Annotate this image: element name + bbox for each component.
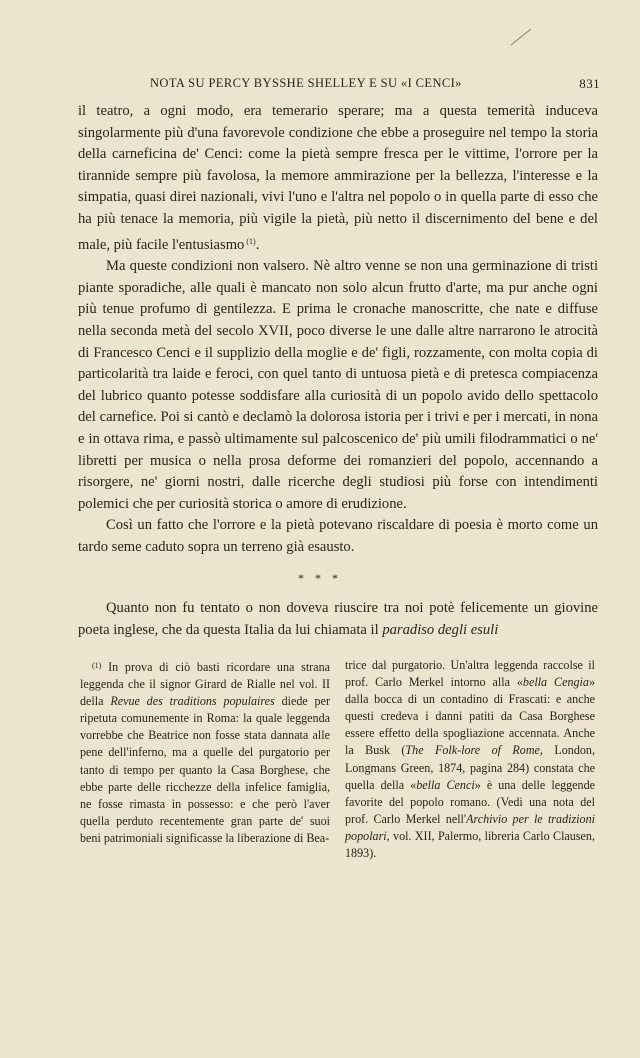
footnote-left-a: In prova di ciò basti ricordare una strana leggenda che il signor Girard de Rialle nel vol. II della [80,660,330,709]
running-title: NOTA SU PERCY BYSSHE SHELLEY E SU «I CENCI» [150,76,462,90]
footnote-left-text [80,657,330,847]
paragraph-1 [78,101,598,256]
footnote-left-b: diede per ripetuta comunemente in Roma: la quale leggenda vorrebbe che Beatrice non fosse stata dannata alle pene dell'inferno, ma a quelle del purgatorio per tanto di tempo per quanto la Casa Borghese, che ebbe parte delle ricchezze della infelice famiglia, ne fosse rimasta in possesso: e che però l'aver quella perduto recentemente gran parte de' suoi beni patrimoniali significasse la liberazione di Bea- [80,694,331,845]
main-text-continued [78,598,598,641]
paragraph-4-text: Quanto non fu tentato o non doveva riuscire tra noi potè felicemente un giovine poeta inglese, che da questa Italia da lui chiamata il [78,600,598,638]
footnote-right-d: » è una delle leggende favorite del popolo romano. (Vedi una nota del prof. Carlo Merkel nell' [345,777,595,826]
page-number: 831 [579,76,600,91]
footnote-right-c: London, Longmans Green, 1874, pagina 284) constata che quella della « [345,743,595,792]
paragraph-2: Ma queste condizioni non valsero. Nè altro venne se non una germinazione di tristi piante sporadiche, alle quali è mancato non solo alcun frutto d'arte, ma pur anche ogni più tenue profumo di gentilezza. E prima le cronache manoscritte, che nate e diffuse nella seconda metà del secolo XVII, poco diverse le une dalle altre narrarono le atrocità di Francesco Cenci e il supplizio della moglie e de' figli, rozzamente, con molta copia di particolarità tra laide e feroci, con quel tanto di untuosa pietà e di pretesca compiacenza del lubrico quanto potesse soddisfare alla curiosità di un popolo avido dello spettacolo del carnefice. Poi si cantò e declamò la dolorosa istoria per i trivi e per i mercati, in nona e in ottava rima, e passò ultimamente sul palcoscenico de' più umili filodrammatici o ne' libretti per musica o nella prosa deforme dei romanzieri del popolo, accennando a risorgere, ne' giorni nostri, dalle ricerche degli studiosi più forse con intendimenti polemici che per curiosità storica o amore di erudizione. [78,258,598,512]
section-separator: * * * [298,571,342,585]
paragraph-3: Così un fatto che l'orrore e la pietà potevano riscaldare di poesia è morto come un tardo seme caduto sopra un terreno già esausto. [78,517,598,555]
paragraph-1-text: il teatro, a ogni modo, era temerario sperare; ma a questa temerità induceva singolarmente più d'una favorevole condizione che ebbe a proseguire nel tempo la storia della carneficina de' Cenci: come la pietà sempre fresca per le vittime, l'orrore per la tirannide sempre più favolosa, la memore ammirazione per la bellezza, l'interesse e la simpatia, quasi direi nazionali, vivi l'uno e l'altra nel popolo o in quella parte di esso che ha più tenace la memoria, più vigile la pietà, più netto il discernimento del bene e del male, più facile l'entusiasmo [78,103,598,253]
footnote-journal-title: Revue des traditions populaires [110,694,275,709]
footnote-right-text [345,657,595,862]
footnote-column-right [345,657,595,862]
footnote-right-a: trice dal purgatorio. Un'altra leggenda raccolse il prof. Carlo Merkel intorno alla « [345,658,595,690]
footnote-right-b: » dalla bocca di un contadino di Frascati: e anche questi credeva i danni patiti da Casa Borghese essere effetto della spogliazione accennata. Anche la Busk ( [345,675,595,758]
running-header [150,76,600,91]
main-text [78,101,598,558]
footnote-title-2: The Folk-lore of Rome, [405,743,543,758]
pencil-mark-icon [510,28,532,46]
footnote-right-e: vol. XII, Palermo, libreria Carlo Clausen, 1893). [345,828,595,861]
paragraph-1-end: . [255,236,260,253]
paragraph-4 [78,598,598,641]
footnote-number: (1) [92,661,102,670]
footnote-title-4: Archivio per le tradizioni popolari, [345,811,595,843]
footnote-title-1: bella Cengia [522,675,589,690]
footnote-ref: (1) [246,236,256,246]
footnote-column-left [80,657,330,847]
footnote-title-3: bella Cenci [416,777,475,792]
paragraph-4-italic: paradiso degli esuli [382,621,499,638]
